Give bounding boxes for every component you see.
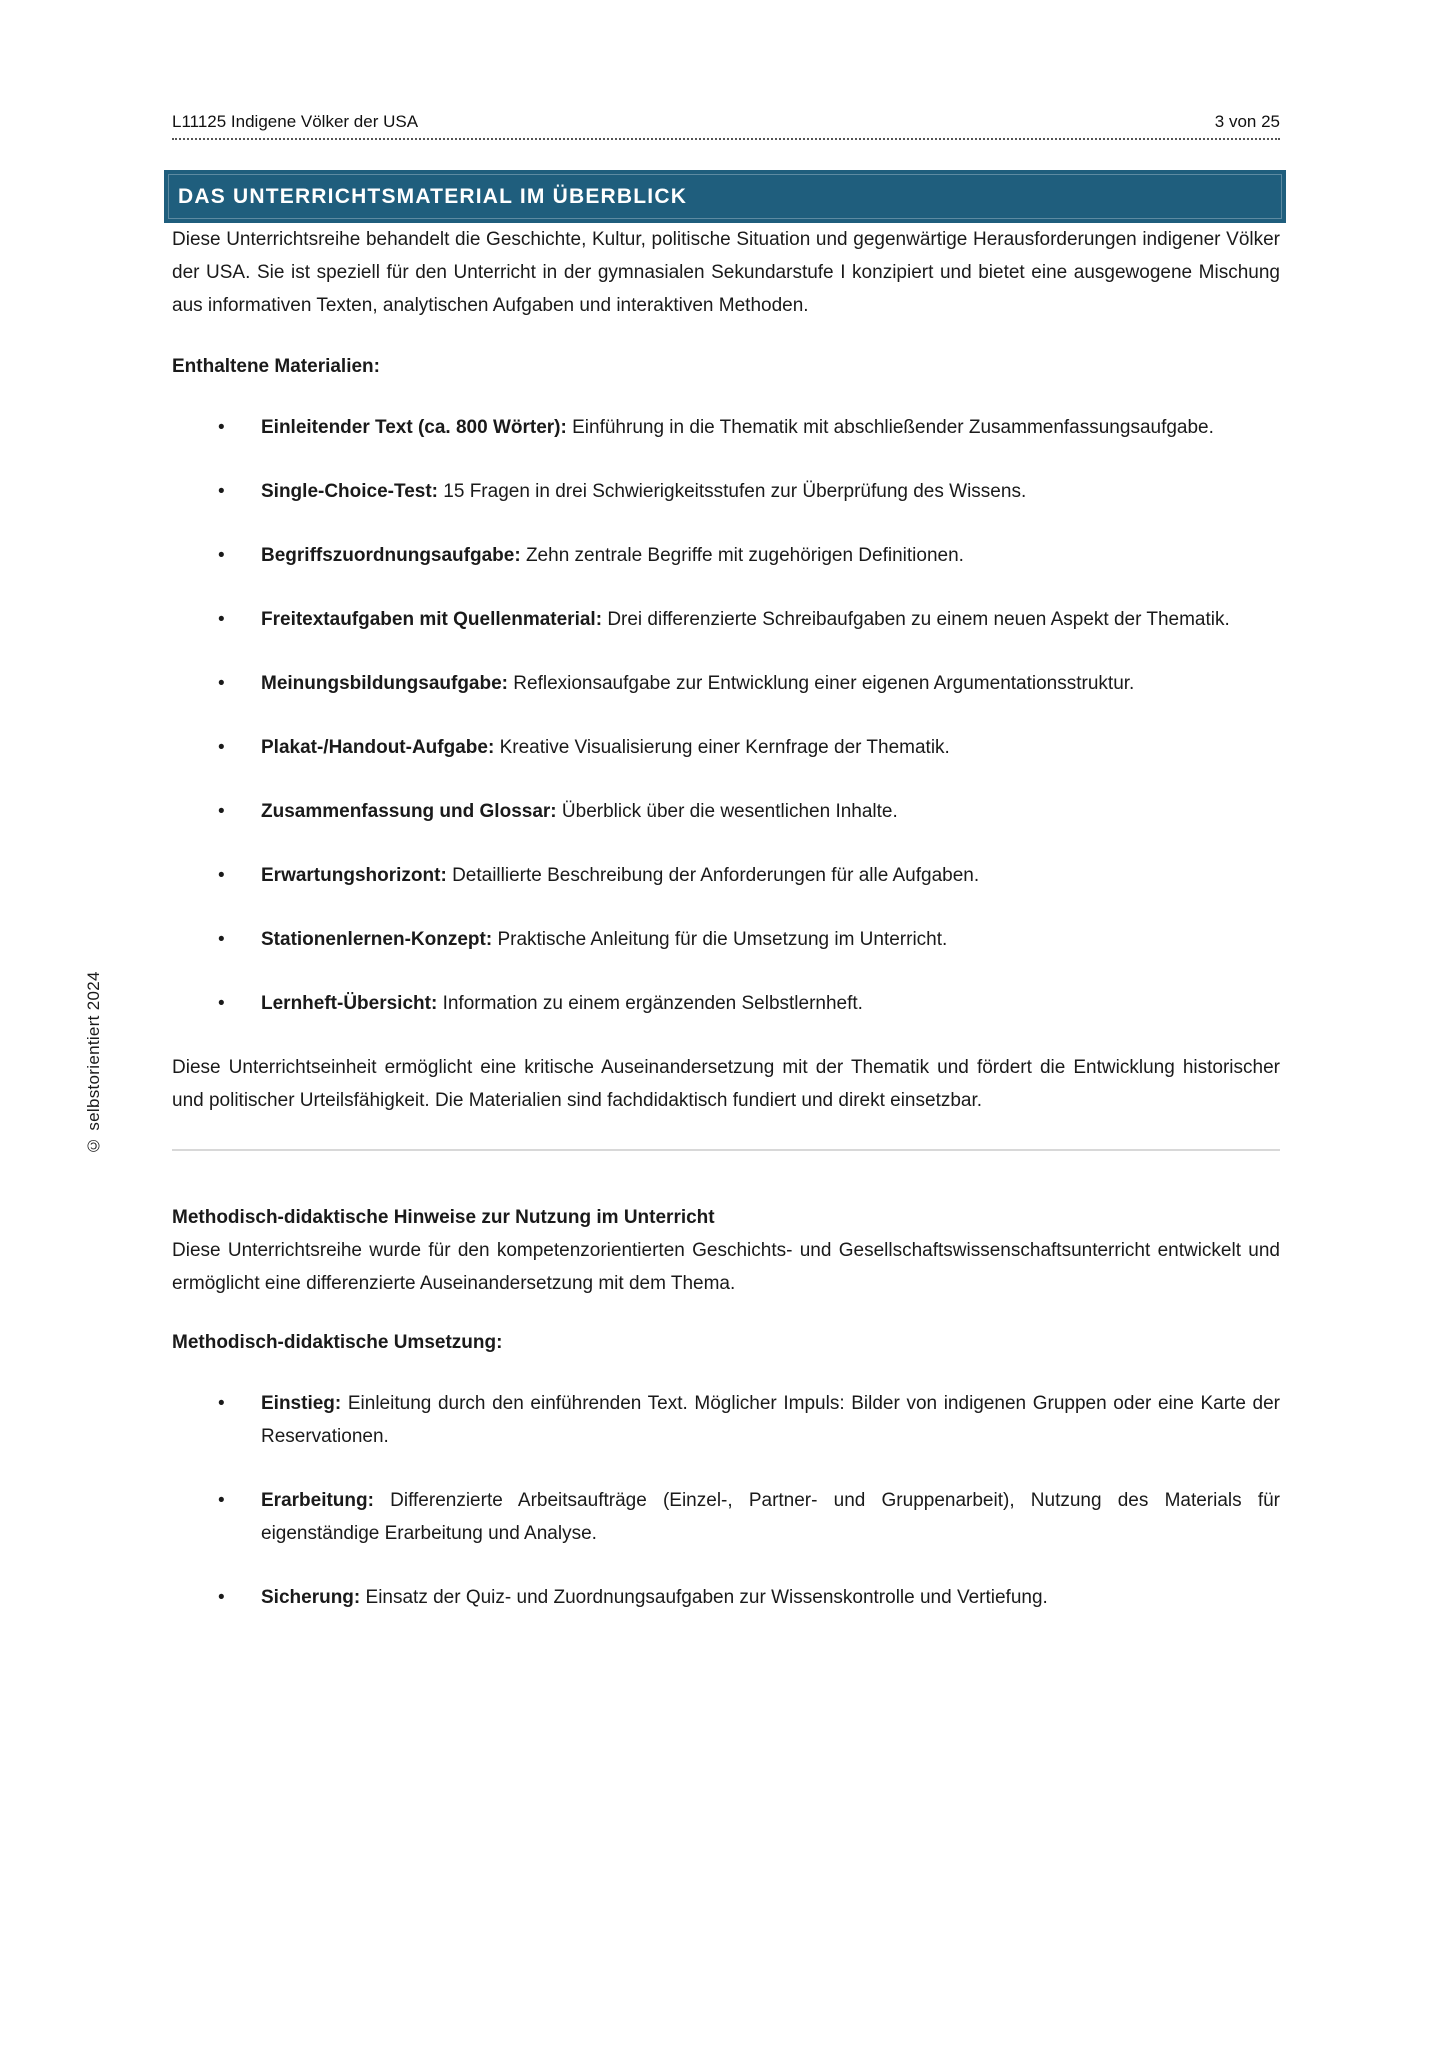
- list-item-text: Reflexionsaufgabe zur Entwicklung einer eigenen Argumentationsstruktur.: [513, 673, 1135, 694]
- bullet-icon: •: [218, 929, 225, 950]
- materials-list: [172, 411, 1280, 1020]
- list-item: [172, 859, 1280, 892]
- page-content: [172, 112, 1280, 1645]
- list-item-text: 15 Fragen in drei Schwierigkeitsstufen zur Überprüfung des Wissens.: [443, 481, 1027, 502]
- list-item: [172, 1581, 1280, 1614]
- list-item-label: Lernheft-Übersicht:: [261, 993, 438, 1014]
- list-item-text: Zehn zentrale Begriffe mit zugehörigen Definitionen.: [525, 545, 964, 566]
- bullet-icon: •: [218, 737, 225, 758]
- list-item: [172, 539, 1280, 572]
- bullet-icon: •: [218, 1490, 225, 1511]
- list-item-label: Erarbeitung:: [261, 1490, 374, 1511]
- intro-paragraph: Diese Unterrichtsreihe behandelt die Geschichte, Kultur, politische Situation und gegenwärtige Herausforderungen indigener Völker der USA. Sie ist speziell für den Unterricht in der gymnasialen Sekundarstufe I konzipiert und bietet eine ausgewogene Mischung aus informativen Texten, analytischen Aufgaben und interaktiven Methoden.: [172, 229, 1280, 316]
- section-title-bar: [164, 170, 1286, 223]
- list-item: [172, 795, 1280, 828]
- list-item-text: Überblick über die wesentlichen Inhalte.: [561, 801, 898, 822]
- bullet-icon: •: [218, 545, 225, 566]
- list-item-text: Information zu einem ergänzenden Selbstlernheft.: [442, 993, 863, 1014]
- list-item-text: Einführung in die Thematik mit abschließender Zusammenfassungsaufgabe.: [572, 417, 1214, 438]
- list-item-label: Einleitender Text (ca. 800 Wörter):: [261, 417, 567, 438]
- list-item-label: Plakat-/Handout-Aufgabe:: [261, 737, 495, 758]
- list-item-label: Zusammenfassung und Glossar:: [261, 801, 557, 822]
- methodology-paragraph: Diese Unterrichtsreihe wurde für den kompetenzorientierten Geschichts- und Gesellschaftswissenschaftsunterricht entwickelt und ermöglicht eine differenzierte Auseinandersetzung mit dem Thema.: [172, 1240, 1280, 1294]
- methodology-heading: Methodisch-didaktische Hinweise zur Nutzung im Unterricht: [172, 1207, 715, 1228]
- bullet-icon: •: [218, 865, 225, 886]
- list-item-text: Drei differenzierte Schreibaufgaben zu einem neuen Aspekt der Thematik.: [607, 609, 1230, 630]
- list-item-label: Begriffszuordnungsaufgabe:: [261, 545, 521, 566]
- list-item: [172, 1387, 1280, 1453]
- implementation-list: [172, 1387, 1280, 1614]
- list-item-label: Erwartungshorizont:: [261, 865, 447, 886]
- list-item: [172, 987, 1280, 1020]
- list-item-text: Praktische Anleitung für die Umsetzung im Unterricht.: [497, 929, 948, 950]
- list-item-text: Einleitung durch den einführenden Text. Möglicher Impuls: Bilder von indigenen Gruppen oder eine Karte der Reservationen.: [261, 1393, 1281, 1447]
- document-code: L11125 Indigene Völker der USA: [172, 112, 419, 131]
- bullet-icon: •: [218, 481, 225, 502]
- list-item-text: Detaillierte Beschreibung der Anforderungen für alle Aufgaben.: [452, 865, 980, 886]
- list-item: [172, 475, 1280, 508]
- page-title: DAS UNTERRICHTSMATERIAL IM ÜBERBLICK: [178, 184, 688, 208]
- bullet-icon: •: [218, 1393, 225, 1414]
- bullet-icon: •: [218, 673, 225, 694]
- outro-paragraph: Diese Unterrichtseinheit ermöglicht eine kritische Auseinandersetzung mit der Thematik und fördert die Entwicklung historischer und politischer Urteilsfähigkeit. Die Materialien sind fachdidaktisch fundiert und direkt einsetzbar.: [172, 1057, 1280, 1111]
- copyright-sidebar-text: © selbstorientiert 2024: [84, 971, 103, 1155]
- list-item-label: Einstieg:: [261, 1393, 342, 1414]
- list-item-label: Sicherung:: [261, 1587, 361, 1608]
- bullet-icon: •: [218, 417, 225, 438]
- page-header: [172, 112, 1280, 140]
- list-item: [172, 411, 1280, 444]
- list-item-label: Freitextaufgaben mit Quellenmaterial:: [261, 609, 603, 630]
- section-divider: [172, 1149, 1280, 1151]
- materials-heading: Enthaltene Materialien:: [172, 356, 380, 377]
- implementation-heading: Methodisch-didaktische Umsetzung:: [172, 1332, 503, 1353]
- list-item: [172, 923, 1280, 956]
- list-item: [172, 1484, 1280, 1550]
- list-item-label: Meinungsbildungsaufgabe:: [261, 673, 508, 694]
- list-item: [172, 603, 1280, 636]
- bullet-icon: •: [218, 1587, 225, 1608]
- list-item-label: Single-Choice-Test:: [261, 481, 438, 502]
- page-number: 3 von 25: [1214, 112, 1280, 131]
- bullet-icon: •: [218, 993, 225, 1014]
- list-item-text: Einsatz der Quiz- und Zuordnungsaufgaben zur Wissenskontrolle und Vertiefung.: [365, 1587, 1048, 1608]
- list-item-text: Kreative Visualisierung einer Kernfrage der Thematik.: [499, 737, 950, 758]
- list-item-label: Stationenlernen-Konzept:: [261, 929, 493, 950]
- list-item: [172, 731, 1280, 764]
- list-item: [172, 667, 1280, 700]
- bullet-icon: •: [218, 801, 225, 822]
- bullet-icon: •: [218, 609, 225, 630]
- list-item-text: Differenzierte Arbeitsaufträge (Einzel-, Partner- und Gruppenarbeit), Nutzung des Materials für eigenständige Erarbeitung und Analyse.: [261, 1490, 1280, 1544]
